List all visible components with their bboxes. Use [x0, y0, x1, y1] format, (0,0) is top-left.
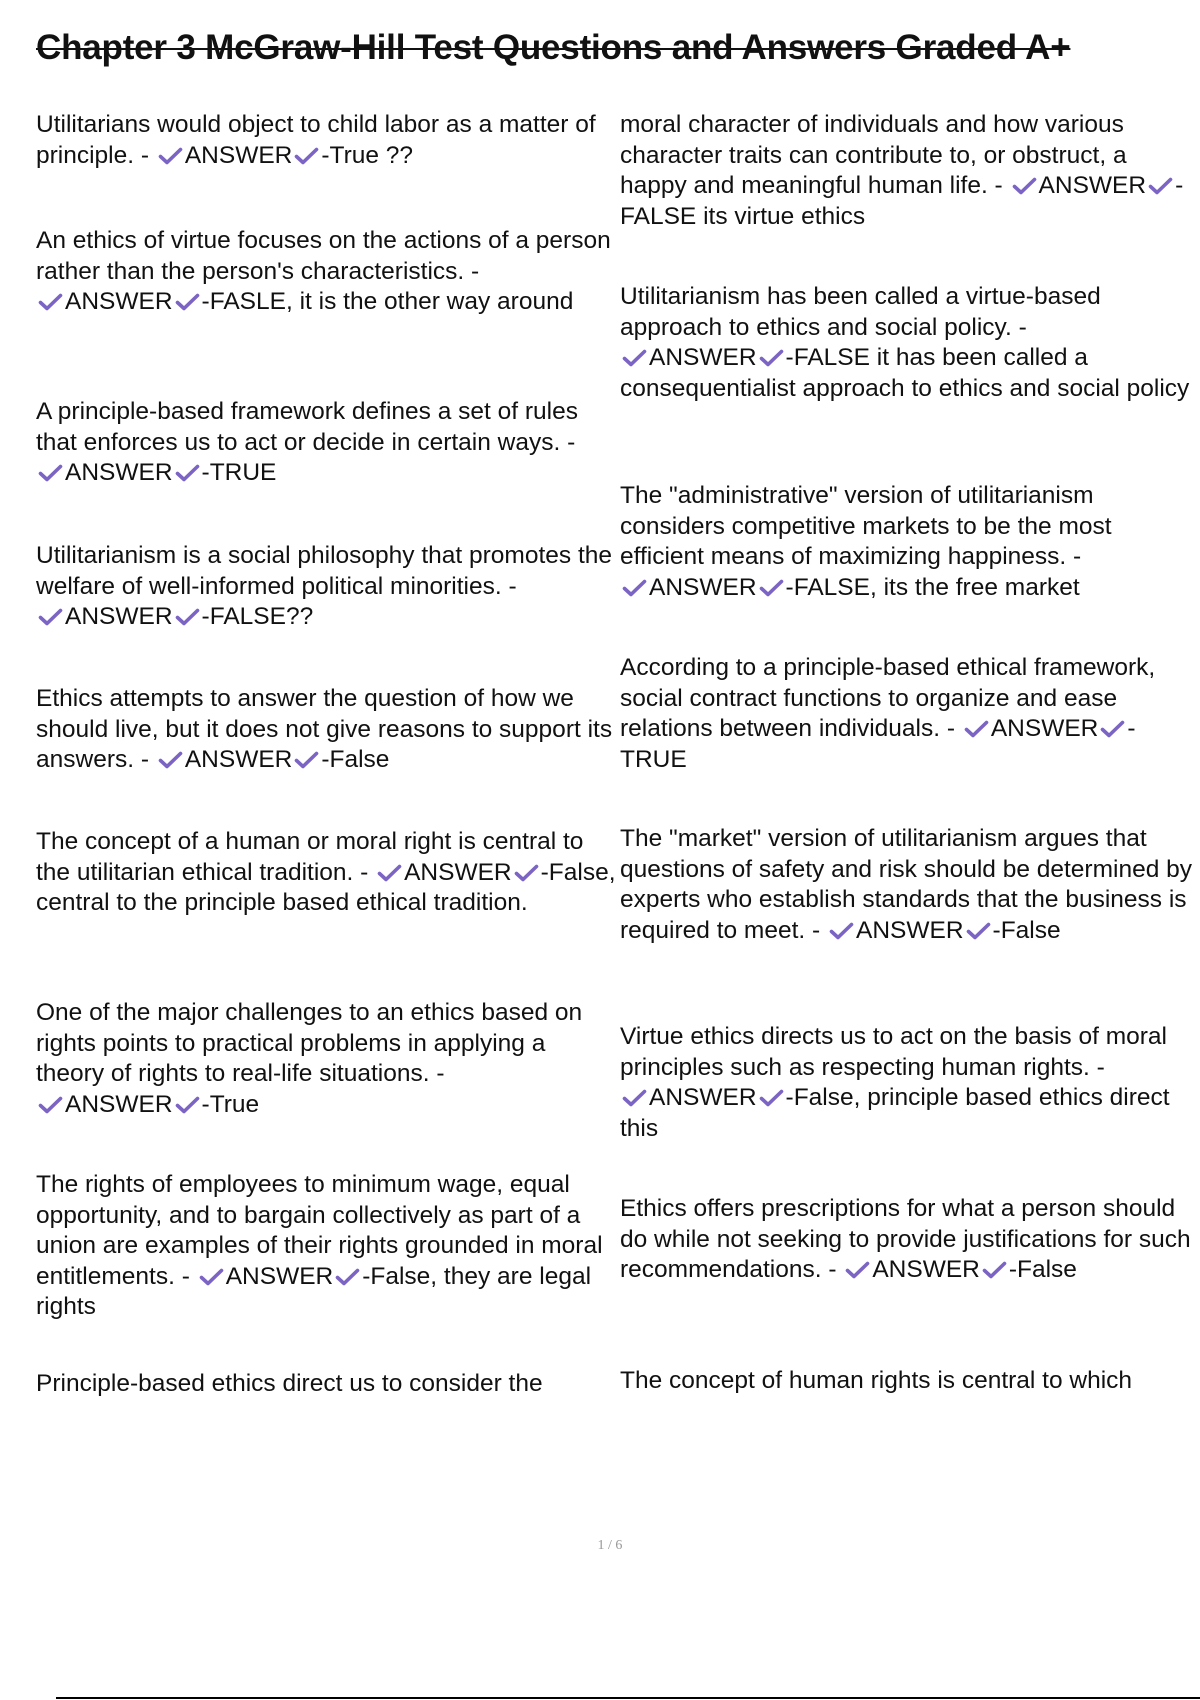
answer-label: ANSWER: [1038, 172, 1147, 199]
answer-text: -False, they are legal rights: [36, 1262, 592, 1320]
qa-item: [36, 827, 616, 919]
answer-label: ANSWER: [404, 858, 512, 886]
checkmark-icon: [294, 143, 319, 161]
question-text: A principle-based framework defines a set of rules that enforces us to act or decide in certain ways. -: [36, 398, 578, 456]
checkmark-icon: [175, 289, 200, 307]
answer-text: -False, principle based ethics direct this: [620, 1084, 1170, 1142]
qa-item: [36, 110, 616, 171]
answer-text: -FASLE, it is the other way around: [201, 288, 574, 315]
qa-item: [36, 226, 616, 318]
answer-marker: [197, 1263, 363, 1290]
checkmark-icon: [294, 747, 319, 765]
checkmark-icon: [377, 860, 402, 878]
qa-item: [36, 1170, 616, 1323]
answer-marker: [620, 574, 786, 601]
answer-text: -False: [992, 916, 1061, 944]
checkmark-icon: [982, 1257, 1007, 1275]
checkmark-icon: [38, 289, 63, 307]
checkmark-icon: [1100, 716, 1125, 734]
answer-marker: [962, 715, 1128, 742]
checkmark-icon: [1148, 173, 1173, 191]
answer-text: -False, central to the principle based ethical tradition.: [36, 858, 616, 916]
checkmark-icon: [622, 1085, 647, 1103]
checkmark-icon: [38, 1092, 63, 1110]
answer-marker: [36, 459, 202, 486]
checkmark-icon: [175, 604, 200, 622]
checkmark-icon: [966, 918, 991, 936]
answer-text: -True ??: [321, 141, 414, 169]
checkmark-icon: [175, 1092, 200, 1110]
checkmark-icon: [964, 716, 989, 734]
qa-item: [620, 282, 1198, 404]
qa-item: [620, 110, 1198, 232]
checkmark-icon: [1012, 173, 1037, 191]
answer-label: ANSWER: [184, 141, 293, 169]
answer-marker: [36, 288, 202, 315]
checkmark-icon: [335, 1264, 360, 1282]
answer-label: ANSWER: [225, 1262, 334, 1290]
answer-marker: [620, 344, 786, 371]
checkmark-icon: [829, 918, 854, 936]
page-number: 1 / 6: [597, 1538, 623, 1553]
answer-text: -FALSE, its the free market: [785, 573, 1080, 601]
question-text: Utilitarianism is a social philosophy that promotes the welfare of well-informed political minorities. -: [36, 542, 613, 600]
question-text: moral character of individuals and how various character traits can contribute to, or obstruct, a happy and meaningful human life. -: [620, 111, 1127, 199]
answer-marker: [375, 859, 541, 886]
document-title: Chapter 3 McGraw-Hill Test Questions and Answers Graded A+: [36, 28, 1071, 67]
qa-item: [620, 1366, 1198, 1397]
question-text: Utilitarianism has been called a virtue-based approach to ethics and social policy. -: [620, 283, 1101, 341]
answer-text: -False: [321, 746, 390, 773]
qa-item: [620, 1194, 1198, 1286]
answer-marker: [156, 746, 322, 773]
answer-text: -FALSE??: [201, 603, 314, 630]
answer-label: ANSWER: [855, 916, 964, 944]
answer-marker: [1010, 172, 1176, 199]
answer-label: ANSWER: [649, 1084, 757, 1111]
answer-label: ANSWER: [649, 573, 757, 601]
question-text: Ethics offers prescriptions for what a person should do while not seeking to provide justifications for such recommendations. -: [620, 1195, 1191, 1283]
answer-text: -TRUE: [620, 715, 1136, 773]
checkmark-icon: [514, 860, 539, 878]
answer-text: -TRUE: [201, 459, 277, 486]
answer-label: ANSWER: [649, 344, 757, 371]
checkmark-icon: [845, 1257, 870, 1275]
checkmark-icon: [622, 575, 647, 593]
checkmark-icon: [158, 747, 183, 765]
checkmark-icon: [199, 1264, 224, 1282]
checkmark-icon: [158, 143, 183, 161]
qa-item: [36, 541, 616, 633]
question-text: Virtue ethics directs us to act on the basis of moral principles such as respecting human rights. -: [620, 1023, 1167, 1081]
qa-item: [36, 998, 616, 1120]
question-text: The concept of human rights is central to which: [620, 1367, 1133, 1394]
qa-item: [620, 1022, 1198, 1144]
answer-label: ANSWER: [65, 459, 173, 486]
qa-item: [36, 1369, 616, 1400]
question-text: The rights of employees to minimum wage, equal opportunity, and to bargain collectively as part of a union are examples of their rights grounded in moral entitlements. -: [36, 1171, 603, 1290]
checkmark-icon: [622, 345, 647, 363]
checkmark-icon: [759, 345, 784, 363]
answer-text: -True: [201, 1090, 260, 1118]
question-text: Principle-based ethics direct us to consider the: [36, 1370, 543, 1397]
question-text: One of the major challenges to an ethics based on rights points to practical problems in applying a theory of rights to real-life situations. -: [36, 999, 583, 1087]
checkmark-icon: [759, 1085, 784, 1103]
answer-marker: [620, 1084, 786, 1111]
qa-item: [620, 653, 1198, 775]
checkmark-icon: [175, 460, 200, 478]
question-text: The "administrative" version of utilitarianism considers competitive markets to be the most efficient means of maximizing happiness. -: [620, 482, 1112, 570]
checkmark-icon: [38, 460, 63, 478]
answer-label: ANSWER: [184, 746, 293, 773]
answer-label: ANSWER: [65, 603, 173, 630]
qa-item: [620, 824, 1198, 946]
answer-text: -False: [1008, 1256, 1077, 1283]
qa-item: [36, 397, 616, 489]
answer-label: ANSWER: [65, 288, 173, 315]
answer-label: ANSWER: [65, 1090, 173, 1118]
qa-item: [620, 481, 1198, 603]
answer-marker: [843, 1256, 1009, 1283]
question-text: Ethics attempts to answer the question of how we should live, but it does not give reasons to support its answers. -: [36, 685, 613, 773]
question-text: According to a principle-based ethical framework, social contract functions to organize and ease relations between individuals. -: [620, 654, 1156, 742]
footer-rule: [56, 1697, 1200, 1699]
question-text: Utilitarians would object to child labor as a matter of principle. -: [36, 111, 596, 169]
answer-marker: [36, 603, 202, 630]
checkmark-icon: [38, 604, 63, 622]
answer-text: -FALSE it has been called a consequentialist approach to ethics and social policy: [620, 344, 1190, 402]
question-text: The concept of a human or moral right is central to the utilitarian ethical tradition. -: [36, 828, 584, 886]
answer-marker: [827, 917, 993, 944]
answer-marker: [156, 142, 322, 169]
answer-label: ANSWER: [872, 1256, 980, 1283]
answer-label: ANSWER: [990, 715, 1099, 742]
question-text: The "market" version of utilitarianism argues that questions of safety and risk should be determined by experts who establish standards that the business is required to meet. -: [620, 825, 1193, 944]
question-text: An ethics of virtue focuses on the actions of a person rather than the person's characteristics. -: [36, 227, 611, 285]
answer-marker: [36, 1091, 202, 1118]
answer-text: -FALSE its virtue ethics: [620, 172, 1184, 230]
checkmark-icon: [759, 575, 784, 593]
qa-item: [36, 684, 616, 776]
